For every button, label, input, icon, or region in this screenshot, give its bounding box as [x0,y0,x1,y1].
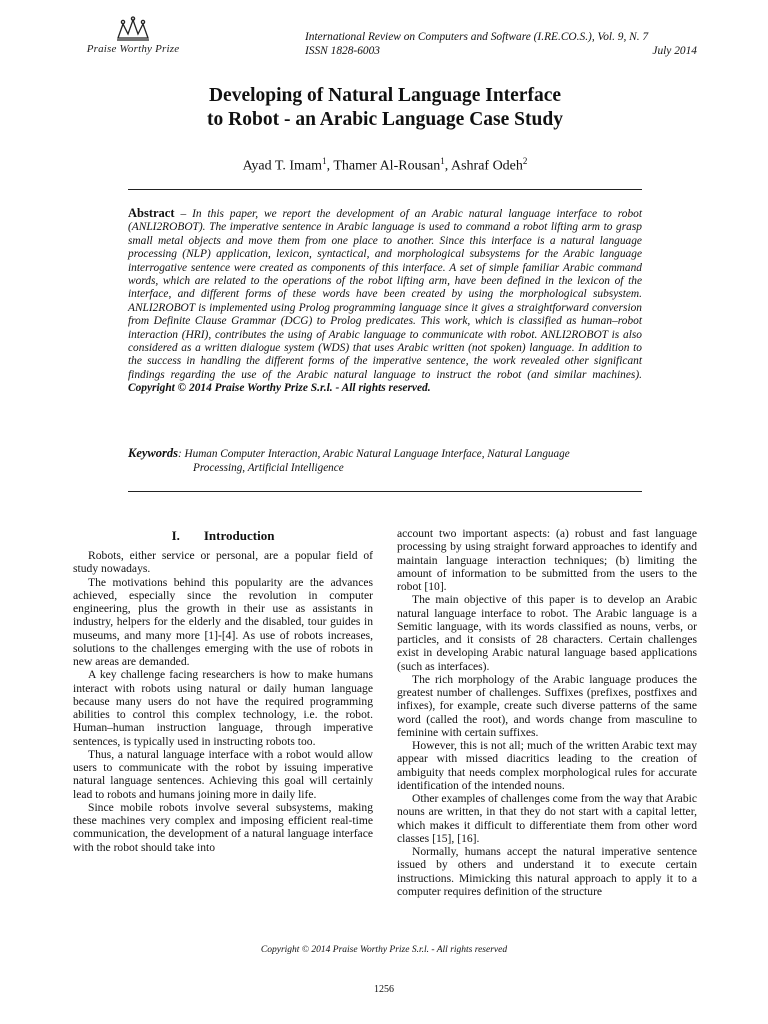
paper-title [100,84,670,132]
keywords-line-1: Human Computer Interaction, Arabic Natural Language Interface, Natural Language [184,448,570,460]
crown-icon [114,16,152,42]
author-affiliation: 1 [440,156,445,166]
abstract-dash: – [174,208,193,220]
title-line-1: Developing of Natural Language Interface [208,85,562,106]
paragraph: Robots, either service or personal, are a popular field of study nowadays. [73,549,373,576]
page-number: 1256 [374,984,394,995]
paragraph-continued: account two important aspects: (a) robust and fast language processing by using straight forward approaches to identify and maintain language interaction techniques; (b) limiting the amount of information to be submitted from the users to the robot [10]. [397,527,697,593]
journal-line: International Review on Computers and Software (I.RE.CO.S.), Vol. 9, N. 7 [305,31,649,43]
right-column [397,527,697,898]
paragraph: The motivations behind this popularity are the advances achieved, especially since the revolution in computer engineering, plus the growth in their use as assistants in industry, helpers for the elderly and the disabled, tour guides in museums, and many more [1]-[4]. As use of robots increases, solutions to the challenges emerging with the use of robots in new areas are demanded. [73,575,373,668]
author-separator: , [326,158,334,174]
keywords-label: Keywords [128,446,178,460]
author-affiliation: 2 [522,156,528,166]
paragraph: Since mobile robots involve several subsystems, making these machines very complex and imposing efficient real-time communication, the development of a natural language interface with the robot should take into [73,800,373,854]
section-heading [73,528,373,544]
keywords [128,446,642,475]
issn: ISSN 1828-6003 [305,45,380,57]
issue-date: July 2014 [652,45,697,57]
publisher-name: Praise Worthy Prize [86,43,180,55]
paragraph: The rich morphology of the Arabic language produces the greatest number of challenges. Suffixes (prefixes, postfixes and infixes), for example, create such diverse patterns of the same word (called the root), and words change from masculine to feminine with certain suffixes. [397,672,697,739]
keywords-colon: : [178,448,185,460]
paragraph: However, this is not all; much of the written Arabic text may appear with missed diacritics leading to the creation of ambiguity that needs complex morphological rules for accurate identification of the intended nouns. [397,739,697,792]
journal-header [305,30,697,58]
author-name: Ashraf Odeh [450,158,523,174]
abstract-copyright: Copyright © 2014 Praise Worthy Prize S.r.l. - All rights reserved. [128,382,431,395]
left-column [73,549,373,854]
title-line-2: to Robot - an Arabic Language Case Study [207,109,563,130]
authors [100,156,670,175]
divider-bottom [128,491,642,492]
paragraph: Thus, a natural language interface with a robot would allow users to communicate with the robot by issuing imperative natural language sentences. Achieving this goal will certainly lead to robots and humans joining more in daily life. [73,747,373,801]
section-number: I. [171,528,180,543]
abstract-text: In this paper, we report the development of an Arabic natural language interface to robot (ANLI2ROBOT). The imperative sentence in Arabic language is used to command a robot lifting arm to grasp small metal objects and move them from one place to another. Since this interface is a natural language processing (NLP) application, lexicon, syntactical, and morphological subsystems for the Arabic language interrogative sentence were created as components of this interface. A set of simple familiar Arabic command words, which are related to the operations of the robot lifting arm, have been defined in the lexicon of the interface, and different forms of these words have been created by using the morphological subsystem. ANLI2ROBOT is implemented using Prolog programming language since it gives a straightforward conversion from Definite Clause Grammar (DCG) to Prolog predicates. This work, which is classified as human–robot interaction (HRI), contributes the using of Arabic language to communicate with robot. ANLI2ROBOT is also considered as a written dialogue system (WDS) that uses Arabic written (not spoken) language. In addition to the success in handling the different forms of the imperative sentence, the work revealed other significant findings regarding the use of the Arabic natural language to instruct the robot (and similar machines). [128,208,642,381]
author-affiliation: 1 [322,156,327,166]
keywords-line-2: Processing, Artificial Intelligence [193,462,344,474]
paragraph: Other examples of challenges come from the way that Arabic nouns are written, in that they do not start with a capital letter, which makes it difficult to differentiate them from other word classes [15], [16]. [397,792,697,845]
paragraph: The main objective of this paper is to develop an Arabic natural language interface to robot. The Arabic language is a Semitic language, with its words classified as nouns, verbs, or particles, and it consists of 28 characters. Certain challenges exist in developing Arabic natural language based applications (such as interfaces). [397,593,697,673]
author-name: Thamer Al-Rousan [333,158,441,174]
divider-top [128,189,642,190]
abstract [128,207,642,396]
footer-copyright: Copyright © 2014 Praise Worthy Prize S.r.l. - All rights reserved [260,945,508,955]
paragraph: A key challenge facing researchers is how to make humans interact with robots using natural or daily human language because many users do not have the required programming abilities to control this complex technology, i.e. the robot. Human–human instruction language, through imperative sentences, is typically used in instructing robots too. [73,668,373,748]
author-name: Ayad T. Imam [242,158,323,174]
author-separator: , [444,158,451,174]
publisher-logo [78,16,188,55]
paragraph: Normally, humans accept the natural imperative sentence issued by others and understand it to execute certain instructions. Mimicking this natural approach to apply it to a computer requires definition of the structure [397,845,697,898]
section-title: Introduction [203,528,275,543]
abstract-label: Abstract [128,206,175,220]
